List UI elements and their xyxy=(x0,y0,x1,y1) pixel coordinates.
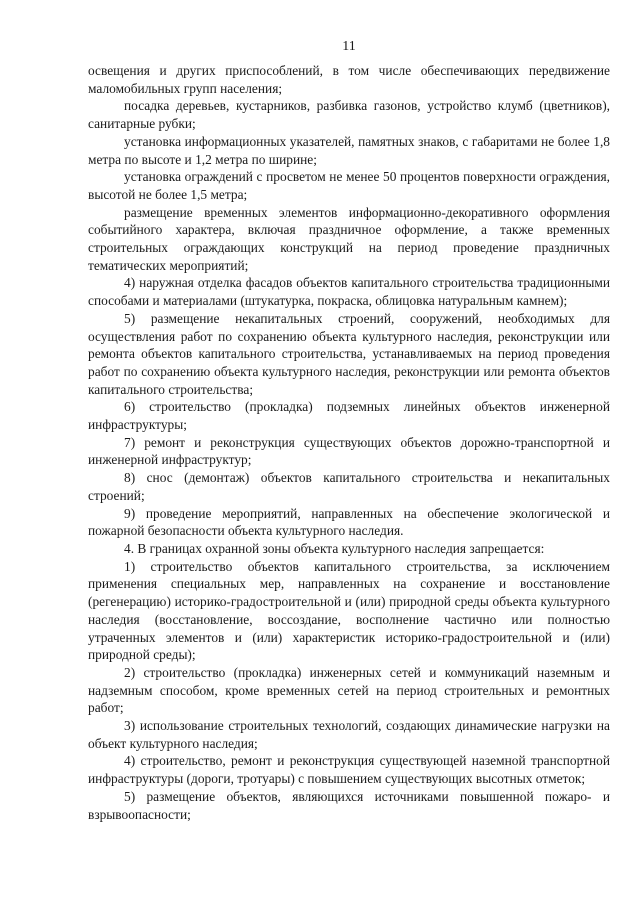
paragraph-item-7-road-repair: 7) ремонт и реконструкция существующих объектов дорожно-транспортной и инженерной инфраструктур; xyxy=(88,434,610,468)
paragraph-item-9-safety: 9) проведение мероприятий, направленных на обеспечение экологической и пожарной безопасности объекта культурного наследия. xyxy=(88,505,610,539)
paragraph-prohibited-1-construction: 1) строительство объектов капитального строительства, за исключением применения специальных мер, направленных на сохранение и восстановление (регенерацию) историко-градостроительной и (или) природной среды объекта культурного наследия (восстановление, воссоздание, восполнение частично или полностью утраченных элементов и (или) характеристик историко-градостроительной и (или) природной среды); xyxy=(88,558,610,663)
paragraph-tree-planting: посадка деревьев, кустарников, разбивка газонов, устройство клумб (цветников), санитарные рубки; xyxy=(88,98,610,132)
paragraph-prohibited-4-transport: 4) строительство, ремонт и реконструкция существующей наземной транспортной инфраструктуры (дороги, тротуары) с повышением существующих высотных отметок; xyxy=(88,753,610,787)
paragraph-section-4-heading: 4. В границах охранной зоны объекта культурного наследия запрещается: xyxy=(124,540,545,556)
paragraph-prohibited-5-hazards: 5) размещение объектов, являющихся источниками повышенной пожаро- и взрывоопасности; xyxy=(88,788,610,822)
document-body xyxy=(88,62,610,823)
paragraph-lighting-continuation: освещения и других приспособлений, в том числе обеспечивающих передвижение маломобильных групп населения; xyxy=(88,63,610,96)
paragraph-prohibited-2-networks: 2) строительство (прокладка) инженерных сетей и коммуникаций наземным и надземным способом, кроме временных сетей на период строительных и ремонтных работ; xyxy=(88,664,610,716)
paragraph-info-signs: установка информационных указателей, памятных знаков, с габаритами не более 1,8 метра по высоте и 1,2 метра по ширине; xyxy=(88,133,610,167)
page-number: 11 xyxy=(342,39,356,54)
paragraph-temporary-decor: размещение временных элементов информационно-декоративного оформления событийного характера, включая праздничное оформление, а также временных строительных ограждающих конструкций на период проведение праздничных тематических мероприятий; xyxy=(88,204,610,273)
paragraph-fences: установка ограждений с просветом не менее 50 процентов поверхности ограждения, высотой не более 1,5 метра; xyxy=(88,169,610,202)
paragraph-item-6-underground: 6) строительство (прокладка) подземных линейных объектов инженерной инфраструктуры; xyxy=(88,399,610,433)
paragraph-item-4-facade: 4) наружная отделка фасадов объектов капитального строительства традиционными способами и материалами (штукатурка, покраска, облицовка натуральным камнем); xyxy=(88,275,610,309)
paragraph-item-5-temporary-structures: 5) размещение некапитальных строений, сооружений, необходимых для осуществления работ по сохранению объекта культурного наследия, реконструкции или ремонта объектов капитального строительства, устанавливаемых на период проведения работ по сохранению объекта культурного наследия, реконструкции или ремонта объектов капитального строительства; xyxy=(88,310,610,397)
paragraph-prohibited-3-dynamic-loads: 3) использование строительных технологий, создающих динамические нагрузки на объект культурного наследия; xyxy=(88,718,610,751)
paragraph-item-8-demolition: 8) снос (демонтаж) объектов капитального строительства и некапитальных строений; xyxy=(88,470,610,503)
